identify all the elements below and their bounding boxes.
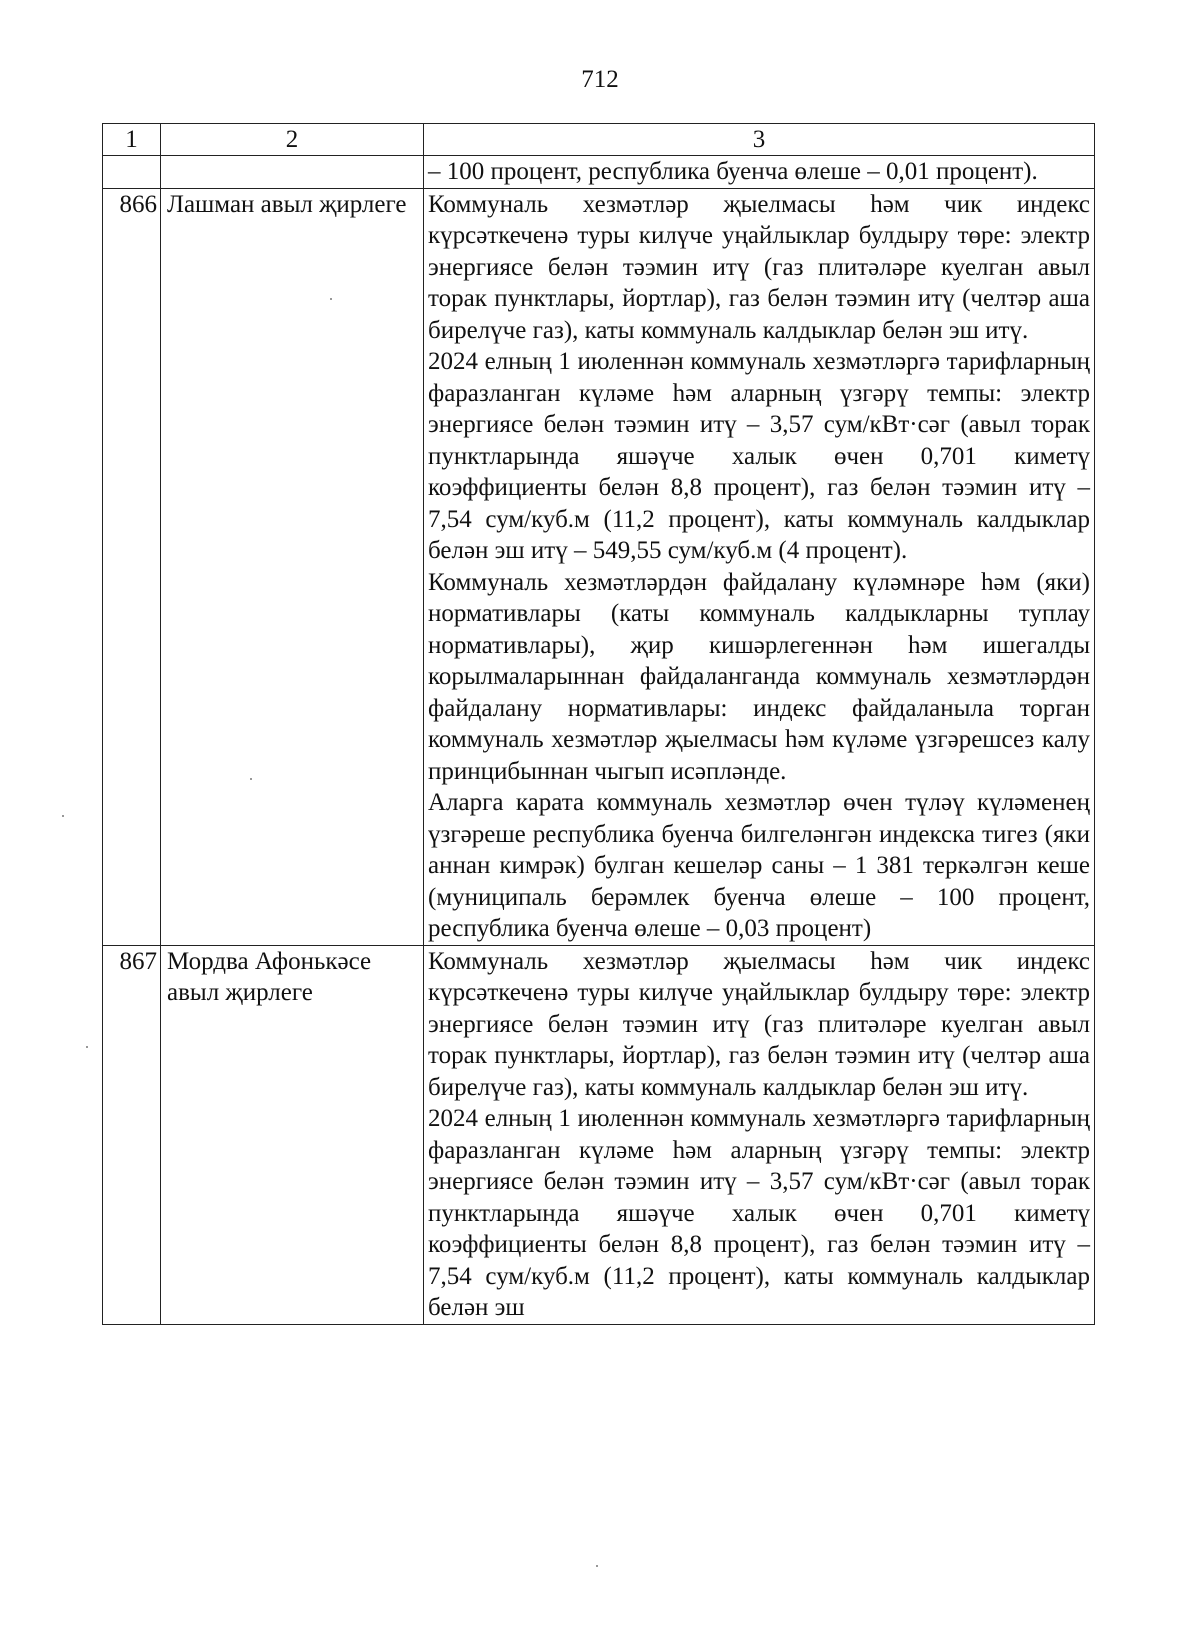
paragraph: Коммуналь хезмәтләр җыелмасы һәм чик индекс күрсәткеченә туры килүче уңайлыклар булдыру төре: электр энергиясе белән тәэмин итү (газ плитәләре куелган авыл торак пунктлары, йортлар), газ белән тәэмин итү (челтәр аша бирелүче газ), каты коммуналь калдыклар белән эш итү.: [428, 947, 1090, 1101]
table-row-continuation: [103, 156, 1095, 189]
paragraph: 2024 елның 1 июленнән коммуналь хезмәтләргә тарифларның фаразланган күләме һәм аларның үзгәрү темпы: электр энергиясе белән тәэмин итү – 3,57 сум/кВт·сәг (авыл торак пунктларында яшәүче халык өчен 0,701 киметү коэффициенты белән 8,8 процент), газ белән тәэмин итү – 7,54 сум/куб.м (11,2 процент), каты коммуналь калдыклар белән эш: [428, 1105, 1090, 1321]
row-description: [424, 188, 1095, 945]
scan-speck: [86, 1046, 88, 1048]
settlement-name: [161, 156, 424, 189]
settlement-name: Лашман авыл җирлеге: [161, 188, 424, 945]
column-header-3: 3: [424, 124, 1095, 156]
settlements-table: [102, 123, 1095, 1325]
paragraph: – 100 процент, республика буенча өлеше – 0,01 процент).: [428, 158, 1038, 185]
row-description: [424, 945, 1095, 1324]
settlement-name: Мордва Афонькәсе авыл җирлеге: [161, 945, 424, 1324]
row-description: [424, 156, 1095, 189]
page-number: 712: [581, 66, 619, 93]
scan-speck: [330, 298, 332, 300]
row-number: 866: [103, 188, 161, 945]
column-header-1: 1: [103, 124, 161, 156]
paragraph: Коммуналь хезмәтләрдән файдалану күләмнәре һәм (яки) нормативлары (каты коммуналь калдыкларны туплау нормативлары), җир кишәрлегеннән һәм ишегалды корылмаларыннан файдаланганда коммуналь хезмәтләрдән файдалану нормативлары: индекс файдаланыла торган коммуналь хезмәтләр җыелмасы һәм күләме үзгәрешсез калу принцибыннан чыгып исәпләнде.: [428, 568, 1090, 785]
table-header-row: [103, 124, 1095, 156]
row-number: [103, 156, 161, 189]
paragraph: 2024 елның 1 июленнән коммуналь хезмәтләргә тарифларның фаразланган күләме һәм аларның үзгәрү темпы: электр энергиясе белән тәэмин итү – 3,57 сум/кВт·сәг (авыл торак пунктларында яшәүче халык өчен 0,701 киметү коэффициенты белән 8,8 процент), газ белән тәэмин итү – 7,54 сум/куб.м (11,2 процент), каты коммуналь калдыклар белән эш итү – 549,55 сум/куб.м (4 процент).: [428, 348, 1090, 564]
row-number: 867: [103, 945, 161, 1324]
paragraph: Коммуналь хезмәтләр җыелмасы һәм чик индекс күрсәткеченә туры килүче уңайлыклар булдыру төре: электр энергиясе белән тәэмин итү (газ плитәләре куелган авыл торак пунктлары, йортлар), газ белән тәэмин итү (челтәр аша бирелүче газ), каты коммуналь калдыклар белән эш итү.: [428, 190, 1090, 344]
table-row-867: [103, 945, 1095, 1324]
scan-speck: [62, 815, 64, 817]
scan-speck: [250, 778, 252, 780]
column-header-2: 2: [161, 124, 424, 156]
scan-speck: [596, 1565, 598, 1567]
paragraph: Аларга карата коммуналь хезмәтләр өчен түләү күләменең үзгәреше республика буенча билгеләнгән индекска тигез (яки аннан кимрәк) булган кешеләр саны – 1 381 теркәлгән кеше (муниципаль берәмлек буенча өлеше – 100 процент, республика буенча өлеше – 0,03 процент): [428, 789, 1090, 942]
table-row-866: [103, 188, 1095, 945]
